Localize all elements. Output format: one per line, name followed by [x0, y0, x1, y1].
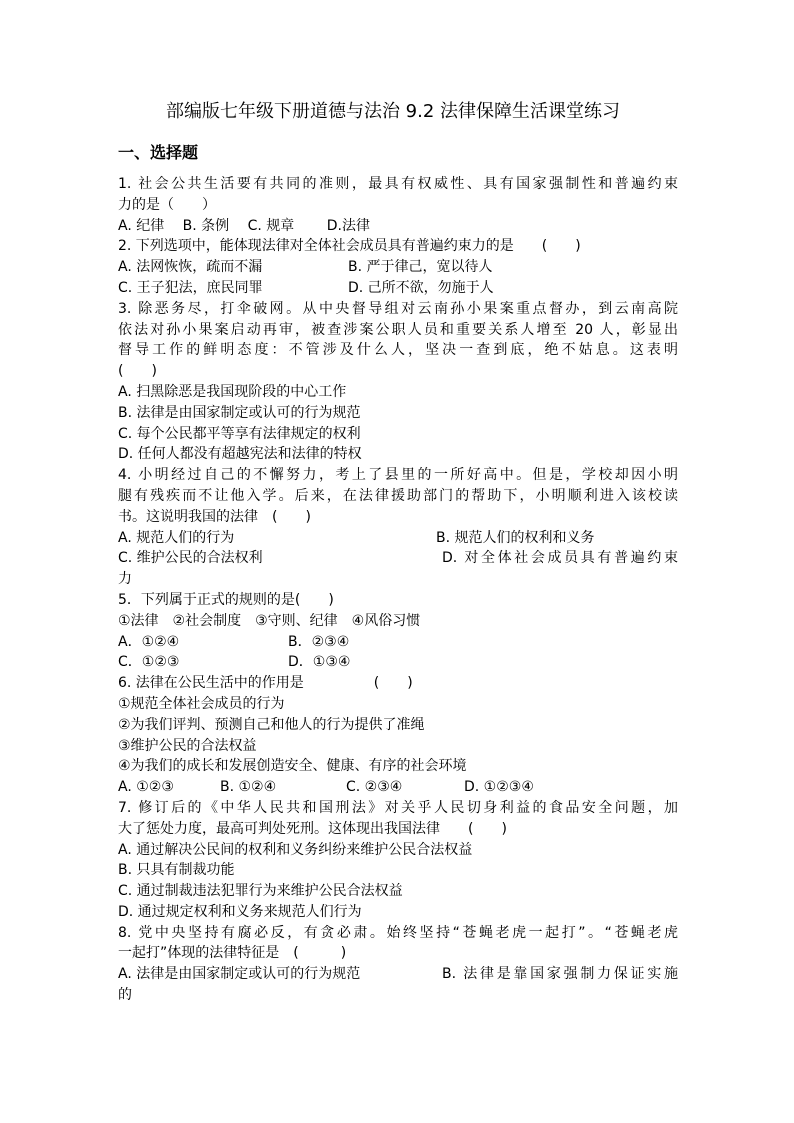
- question-2-options-row-2: [118, 278, 678, 299]
- question-3: [118, 299, 678, 465]
- question-4-options-row-1: [118, 528, 678, 549]
- question-4: [118, 465, 678, 590]
- option-b: B. 法律是靠国家强制力保证实施: [442, 966, 678, 983]
- option-b: B. ①②④: [220, 779, 277, 796]
- question-1: [118, 174, 678, 236]
- option-d: D. 己所不欲，勿施于人: [348, 279, 494, 296]
- option-c: C．①②③: [118, 654, 180, 671]
- question-3-stem-cont-2: 督导工作的鲜明态度：不管涉及什么人，坚决一查到底，绝不姑息。这表明: [118, 342, 678, 359]
- option-a: A. ①②③: [118, 779, 174, 796]
- question-1-stem: 1. 社会公共生活要有共同的准则，最具有权威性、具有国家强制性和普遍约束: [118, 176, 678, 192]
- question-6: [118, 673, 678, 798]
- option-c: C. 每个公民都平等享有法律规定的权利: [118, 425, 361, 442]
- option-b-cont: 的: [118, 987, 132, 1004]
- question-3-stem-cont-1: 依法对孙小果案启动再审，被查涉案公职人员和重要关系人增至 20 人，彰显出: [118, 321, 678, 338]
- question-8-stem: 8. 党中央坚持有腐必反，有贪必肃。始终坚持“苍蝇老虎一起打”。“苍蝇老虎: [118, 924, 678, 941]
- question-1-options: A. 纪律 B. 条例 C. 规章 D.法律: [118, 217, 370, 234]
- question-4-stem-cont-1: 腿有残疾而不让他入学。后来，在法律援助部门的帮助下，小明顺利进入该校读: [118, 487, 678, 504]
- question-4-stem: 4. 小明经过自己的不懈努力，考上了县里的一所好高中。但是，学校却因小明: [118, 467, 678, 484]
- question-3-answer-blank: ( ): [118, 363, 157, 380]
- section-heading: 一、选择题: [118, 143, 199, 162]
- option-d: D. ①②③④: [464, 779, 534, 796]
- question-2-options-row-1: [118, 257, 678, 278]
- question-5-options-row-2: [118, 652, 678, 673]
- page-title: 部编版七年级下册道德与法治 9.2 法律保障生活课堂练习: [165, 101, 621, 122]
- option-a: A．①②④: [118, 633, 180, 650]
- option-d: D．①③④: [288, 654, 351, 671]
- question-6-options: [118, 777, 678, 798]
- question-6-item-3: ③维护公民的合法权益: [118, 737, 257, 754]
- question-8-options-row: [118, 964, 678, 985]
- option-a: A. 法网恢恢，疏而不漏: [118, 259, 263, 276]
- question-7-stem-cont: 大了惩处力度，最高可判处死刑。这体现出我国法律 ( ): [118, 820, 507, 837]
- option-a: A. 法律是由国家制定或认可的行为规范: [118, 966, 361, 983]
- question-8-stem-cont: 一起打”体现的法律特征是 ( ): [118, 945, 347, 962]
- question-5-items: ①法律 ②社会制度 ③守则、纪律 ④风俗习惯: [118, 612, 421, 629]
- question-4-stem-cont-2: 书。这说明我国的法律 ( ): [118, 508, 311, 525]
- option-b: B. 严于律己，宽以待人: [348, 259, 493, 276]
- option-b: B. 法律是由国家制定或认可的行为规范: [118, 404, 361, 421]
- question-6-item-1: ①规范全体社会成员的行为: [118, 695, 285, 712]
- option-c: C. ②③④: [346, 779, 403, 796]
- question-2-stem: 2. 下列选项中，能体现法律对全体社会成员具有普遍约束力的是 ( ): [118, 238, 581, 255]
- option-d-cont: 力: [118, 571, 132, 588]
- question-4-options-row-2: [118, 548, 678, 569]
- option-d: D. 通过规定权利和义务来规范人们行为: [118, 903, 362, 920]
- question-7: [118, 798, 678, 923]
- option-b: B．②③④: [288, 633, 350, 650]
- question-8: [118, 923, 678, 1006]
- option-a: A. 规范人们的行为: [118, 529, 235, 546]
- question-2: [118, 236, 678, 298]
- option-c: C. 通过制裁违法犯罪行为来维护公民合法权益: [118, 883, 403, 900]
- option-b: B. 只具有制裁功能: [118, 862, 235, 879]
- question-3-stem: 3. 除恶务尽，打伞破网。从中央督导组对云南孙小果案重点督办，到云南高院: [118, 300, 678, 317]
- option-a: A. 扫黑除恶是我国现阶段的中心工作: [118, 383, 347, 400]
- option-c: C. 王子犯法，庶民同罪: [118, 279, 263, 296]
- question-1-stem-cont: 力的是（ ）: [118, 196, 216, 213]
- question-5-options-row-1: [118, 632, 678, 653]
- question-6-item-4: ④为我们的成长和发展创造安全、健康、有序的社会环境: [118, 758, 467, 775]
- worksheet: [118, 100, 678, 1006]
- question-5: [118, 590, 678, 673]
- option-c: C. 维护公民的合法权利: [118, 550, 263, 567]
- question-7-stem: 7. 修订后的《中华人民共和国刑法》对关乎人民切身利益的食品安全问题，加: [118, 799, 678, 816]
- option-d: D. 任何人都没有超越宪法和法律的特权: [118, 446, 362, 463]
- option-b: B. 规范人们的权利和义务: [436, 529, 595, 546]
- question-6-stem: 6. 法律在公民生活中的作用是 ( ): [118, 675, 413, 692]
- question-6-item-2: ②为我们评判、预测自己和他人的行为提供了准绳: [118, 716, 425, 733]
- question-5-stem: 5．下列属于正式的规则的是( ): [118, 591, 334, 608]
- option-a: A. 通过解决公民间的权利和义务纠纷来维护公民合法权益: [118, 841, 473, 858]
- option-d: D. 对全体社会成员具有普遍约束: [442, 550, 678, 567]
